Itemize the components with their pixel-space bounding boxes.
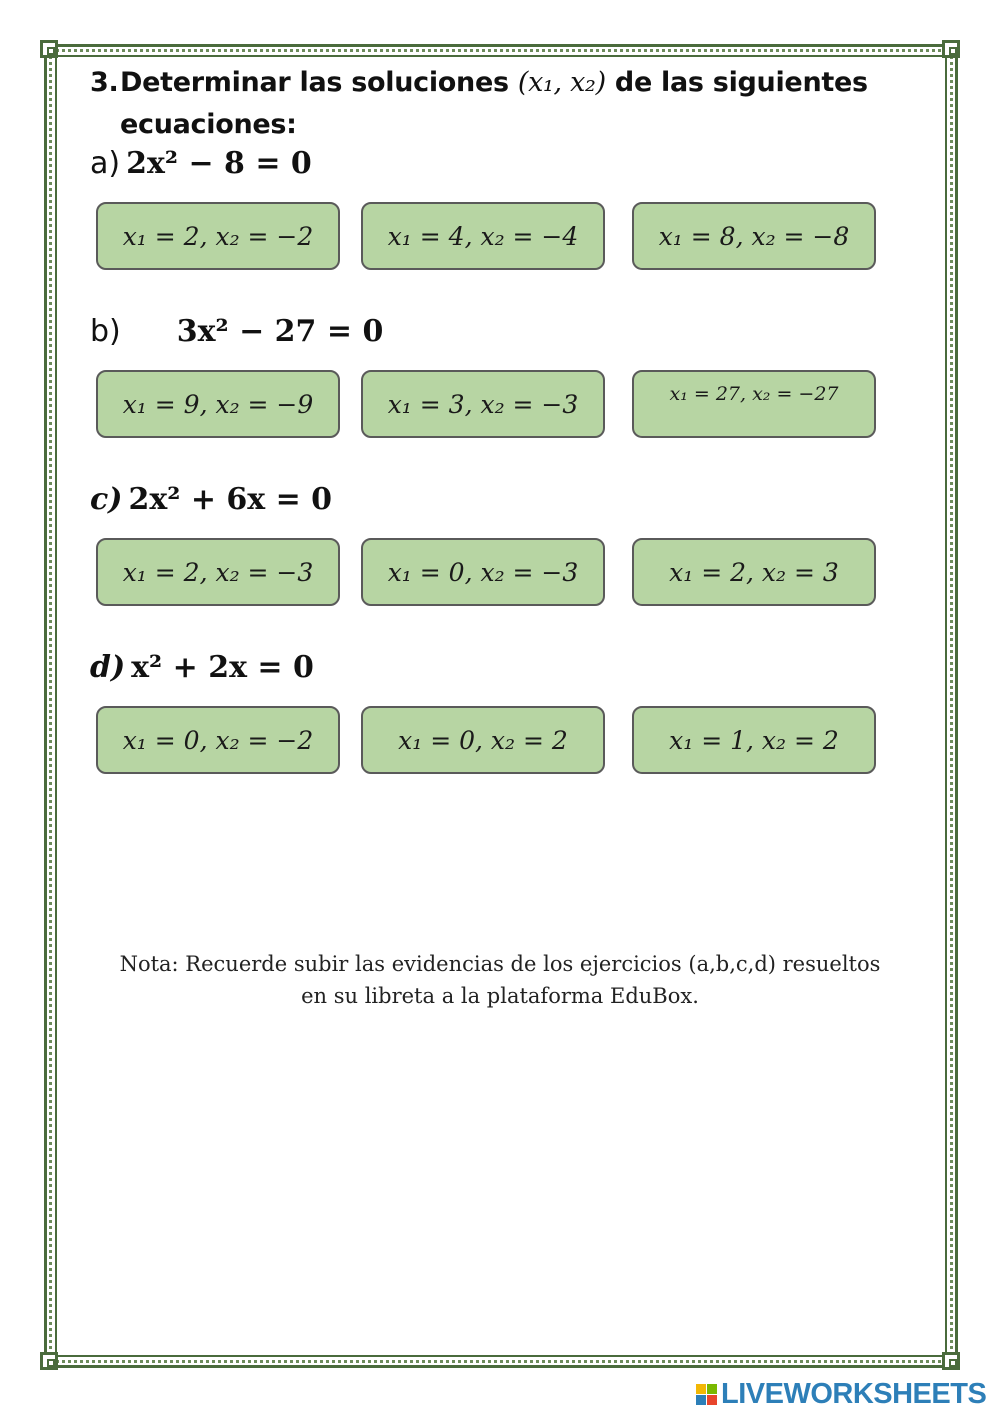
question-equation: x² + 2x = 0 bbox=[131, 650, 314, 685]
corner-ornament-top-left bbox=[40, 40, 58, 58]
exercise-title bbox=[90, 62, 910, 146]
question-equation: 3x² − 27 = 0 bbox=[176, 314, 384, 349]
question-equation: 2x² + 6x = 0 bbox=[128, 482, 333, 517]
question-d bbox=[90, 650, 314, 685]
answer-option-a-2[interactable]: x₁ = 4, x₂ = −4 bbox=[361, 202, 605, 270]
answer-option-a-1[interactable]: x₁ = 2, x₂ = −2 bbox=[96, 202, 340, 270]
question-a bbox=[90, 146, 312, 181]
title-text-part2: de las siguientes bbox=[605, 67, 868, 98]
answer-option-d-1[interactable]: x₁ = 0, x₂ = −2 bbox=[96, 706, 340, 774]
title-text-line2: ecuaciones: bbox=[120, 109, 297, 140]
question-equation: 2x² − 8 = 0 bbox=[126, 146, 312, 181]
liveworksheets-logo-icon bbox=[696, 1384, 718, 1406]
answer-option-c-3[interactable]: x₁ = 2, x₂ = 3 bbox=[632, 538, 876, 606]
exercise-number: 3. bbox=[90, 67, 119, 98]
answer-option-a-3[interactable]: x₁ = 8, x₂ = −8 bbox=[632, 202, 876, 270]
note-line-1: Nota: Recuerde subir las evidencias de los ejercicios (a,b,c,d) resueltos bbox=[119, 952, 881, 976]
answer-option-c-2[interactable]: x₁ = 0, x₂ = −3 bbox=[361, 538, 605, 606]
note-line-2: en su libreta a la plataforma EduBox. bbox=[301, 984, 699, 1008]
brand-name: LIVEWORKSHEETS bbox=[721, 1378, 987, 1410]
question-letter: d) bbox=[90, 650, 126, 685]
title-math: (x₁, x₂) bbox=[517, 67, 606, 98]
answer-option-b-3[interactable]: x₁ = 27, x₂ = −27 bbox=[632, 370, 876, 438]
corner-ornament-top-right bbox=[942, 40, 960, 58]
title-text-part1: Determinar las soluciones bbox=[120, 67, 518, 98]
answer-option-d-3[interactable]: x₁ = 1, x₂ = 2 bbox=[632, 706, 876, 774]
question-letter: b) bbox=[90, 314, 121, 349]
question-letter: c) bbox=[90, 482, 123, 517]
answer-option-b-2[interactable]: x₁ = 3, x₂ = −3 bbox=[361, 370, 605, 438]
question-c bbox=[90, 482, 332, 517]
answer-option-d-2[interactable]: x₁ = 0, x₂ = 2 bbox=[361, 706, 605, 774]
liveworksheets-brand[interactable] bbox=[696, 1378, 986, 1411]
answer-option-c-1[interactable]: x₁ = 2, x₂ = −3 bbox=[96, 538, 340, 606]
answer-option-b-1[interactable]: x₁ = 9, x₂ = −9 bbox=[96, 370, 340, 438]
corner-ornament-bottom-right bbox=[942, 1352, 960, 1370]
corner-ornament-bottom-left bbox=[40, 1352, 58, 1370]
question-b bbox=[90, 314, 383, 349]
note-text bbox=[60, 948, 940, 1012]
question-letter: a) bbox=[90, 146, 121, 181]
